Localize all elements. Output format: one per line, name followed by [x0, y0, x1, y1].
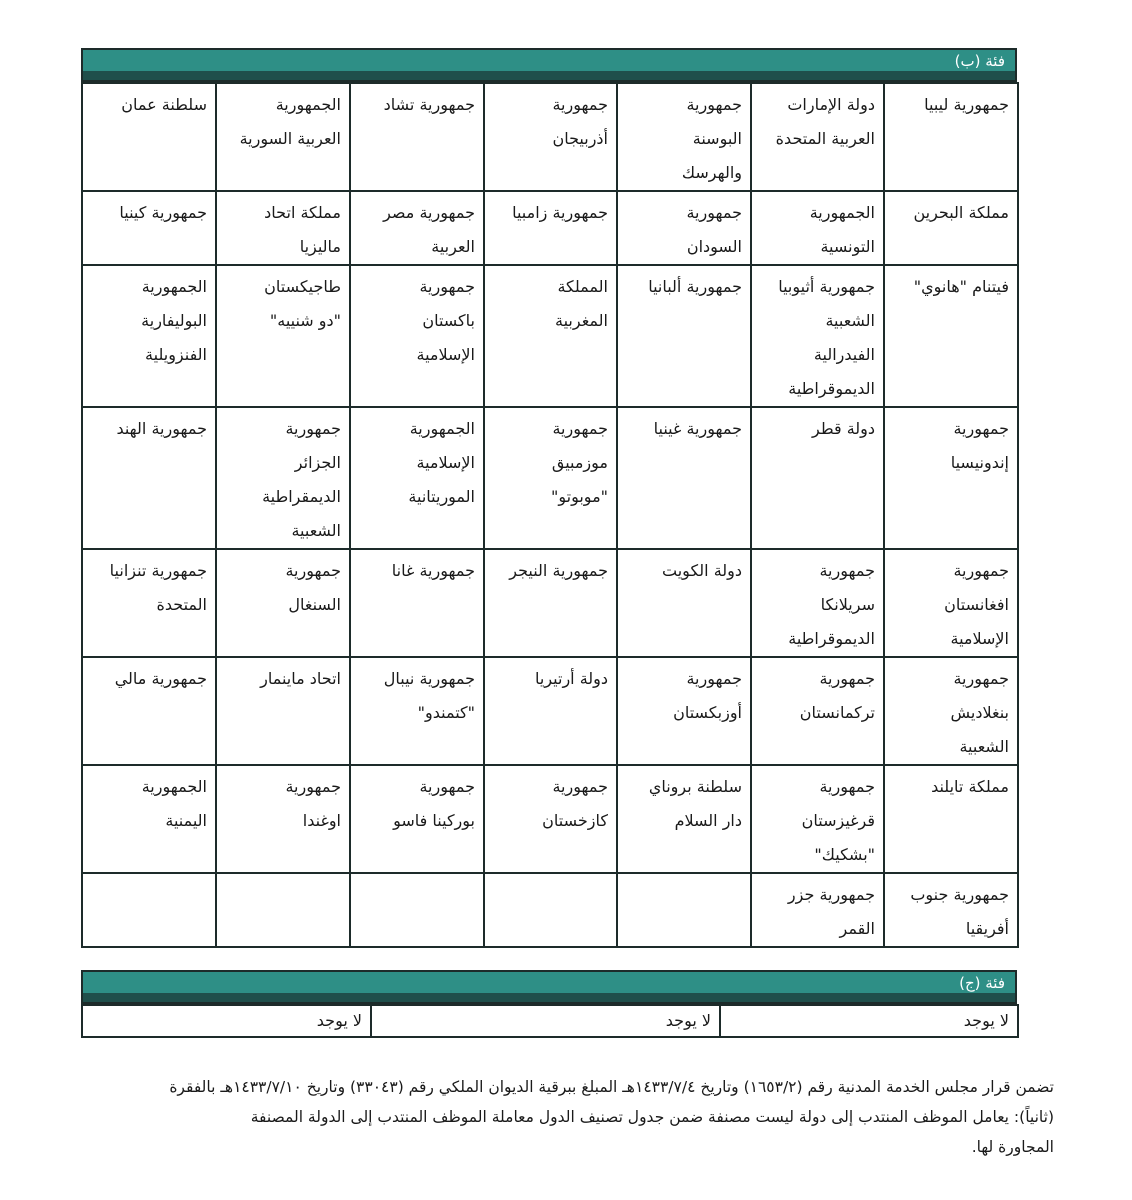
country-cell [617, 873, 751, 947]
country-name-line: مملكة اتحاد [264, 203, 341, 222]
country-name-line: جمهورية مصر [383, 203, 475, 222]
country-name-line: الإسلامية [416, 453, 475, 472]
table-row [82, 873, 1018, 947]
note-line: تضمن قرار مجلس الخدمة المدنية رقم (١٦٥٣/٢) وتاريخ ١٤٣٣/٧/٤هـ المبلغ ببرقية الديوان الملكي رقم (٣٣٠٤٣) وتاريخ ١٤٣٣/٧/١٠هـ بالفقرة [169, 1078, 1054, 1096]
country-cell [884, 265, 1018, 407]
country-cell [884, 407, 1018, 549]
country-name-line: جمهورية تشاد [383, 95, 475, 114]
country-cell [82, 657, 216, 765]
country-name-line: "موبوتو" [551, 487, 608, 506]
country-name-line: جمهورية جزر [787, 885, 875, 904]
country-name-line: "دو شنييه" [269, 311, 341, 330]
country-name-line: السودان [686, 237, 742, 256]
country-name-line: جمهورية [552, 419, 608, 438]
country-cell [617, 765, 751, 873]
country-name-line: جمهورية [419, 777, 475, 796]
country-name-line: الديموقراطية [788, 379, 875, 398]
country-name-line: مملكة البحرين [913, 203, 1009, 222]
country-name-line: جمهورية ليبيا [924, 95, 1009, 114]
country-name-line: جمهورية ألبانيا [648, 277, 742, 296]
category-c-title: فئة (ج) [959, 974, 1005, 992]
country-name-line: الموريتانية [408, 487, 475, 506]
category-c-cell [720, 1005, 1018, 1037]
category-b-table [81, 82, 1019, 948]
country-cell [484, 265, 617, 407]
country-name-line: مملكة تايلند [931, 777, 1009, 796]
category-b-title: فئة (ب) [954, 52, 1005, 70]
country-name-line: جمهورية [819, 561, 875, 580]
note-line: المجاورة لها. [971, 1138, 1054, 1156]
category-c-header [81, 970, 1017, 1004]
country-name-line: دولة أرتيريا [535, 669, 608, 688]
cell-text: لا يوجد [665, 1011, 711, 1030]
category-b-section [81, 48, 1017, 948]
country-name-line: الجمهورية [141, 277, 207, 296]
country-cell [216, 549, 350, 657]
country-cell [884, 873, 1018, 947]
country-name-line: العربية المتحدة [775, 129, 875, 148]
country-name-line: دولة الكويت [662, 561, 742, 580]
country-cell [350, 657, 484, 765]
country-name-line: المغربية [555, 311, 608, 330]
country-cell [216, 191, 350, 265]
country-cell [350, 83, 484, 191]
country-name-line: جمهورية [819, 669, 875, 688]
country-name-line: إندونيسيا [950, 453, 1009, 472]
country-name-line: "بشكيك" [814, 845, 875, 864]
country-cell [350, 765, 484, 873]
table-row [82, 191, 1018, 265]
country-cell [617, 83, 751, 191]
decision-note [78, 1072, 1054, 1162]
country-cell [617, 407, 751, 549]
country-cell [617, 657, 751, 765]
country-name-line: البوليفارية [141, 311, 207, 330]
country-cell [751, 765, 884, 873]
country-name-line: البوسنة [692, 129, 742, 148]
country-name-line: السنغال [288, 595, 341, 614]
country-name-line: جمهورية [285, 419, 341, 438]
country-name-line: جمهورية غانا [391, 561, 475, 580]
country-name-line: جمهورية جنوب [910, 885, 1009, 904]
country-name-line: الجمهورية [275, 95, 341, 114]
country-name-line: التونسية [820, 237, 875, 256]
country-cell [350, 265, 484, 407]
country-cell [350, 407, 484, 549]
country-cell [751, 83, 884, 191]
country-cell [751, 549, 884, 657]
table-row [82, 657, 1018, 765]
category-c-table [81, 1004, 1019, 1038]
country-name-line: اليمنية [165, 811, 207, 830]
country-cell [484, 873, 617, 947]
country-cell [216, 83, 350, 191]
table-row [82, 549, 1018, 657]
country-name-line: العربية [431, 237, 475, 256]
country-name-line: جمهورية [953, 561, 1009, 580]
country-name-line: العربية السورية [239, 129, 341, 148]
country-cell [216, 265, 350, 407]
country-cell [484, 657, 617, 765]
country-name-line: جمهورية [552, 95, 608, 114]
country-name-line: "كتمندو" [417, 703, 475, 722]
country-name-line: جمهورية نيبال [383, 669, 475, 688]
country-cell [82, 549, 216, 657]
country-cell [884, 83, 1018, 191]
country-cell [617, 191, 751, 265]
country-cell [82, 83, 216, 191]
cell-text: لا يوجد [963, 1011, 1009, 1030]
country-name-line: تركمانستان [799, 703, 875, 722]
country-cell [350, 549, 484, 657]
country-cell [216, 657, 350, 765]
country-cell [350, 873, 484, 947]
country-name-line: الديموقراطية [788, 629, 875, 648]
country-name-line: جمهورية كينيا [119, 203, 207, 222]
table-row [82, 407, 1018, 549]
category-b-header [81, 48, 1017, 82]
country-cell [884, 191, 1018, 265]
country-name-line: سلطنة بروناي [648, 777, 742, 796]
country-cell [82, 265, 216, 407]
country-name-line: جمهورية [285, 777, 341, 796]
country-name-line: اتحاد ماينمار [260, 669, 341, 688]
country-cell [884, 765, 1018, 873]
country-name-line: كازخستان [542, 811, 608, 830]
country-cell [884, 549, 1018, 657]
country-name-line: جمهورية [419, 277, 475, 296]
country-name-line: فيتنام "هانوي" [913, 277, 1009, 296]
country-name-line: جمهورية [819, 777, 875, 796]
country-cell [751, 657, 884, 765]
note-line: (ثانياً): يعامل الموظف المنتدب إلى دولة ليست مصنفة ضمن جدول تصنيف الدول معاملة الموظف المنتدب إلى الدولة المصنفة [250, 1108, 1054, 1126]
country-name-line: جمهورية الهند [116, 419, 207, 438]
country-name-line: جمهورية تنزانيا [109, 561, 207, 580]
country-name-line: الجمهورية [141, 777, 207, 796]
country-name-line: القمر [839, 919, 875, 938]
country-cell [484, 407, 617, 549]
country-cell [617, 265, 751, 407]
country-name-line: سلطنة عمان [121, 95, 207, 114]
country-name-line: والهرسك [681, 163, 742, 182]
country-cell [751, 407, 884, 549]
country-name-line: جمهورية زامبيا [512, 203, 608, 222]
country-name-line: أفريقيا [965, 919, 1009, 938]
country-name-line: الفنزويلية [145, 345, 207, 364]
category-c-cell [371, 1005, 720, 1037]
country-cell [484, 765, 617, 873]
country-name-line: جمهورية [953, 669, 1009, 688]
country-name-line: الجمهورية [409, 419, 475, 438]
country-name-line: سريلانكا [820, 595, 875, 614]
country-cell [751, 873, 884, 947]
country-cell [216, 765, 350, 873]
country-name-line: جمهورية [953, 419, 1009, 438]
country-name-line: طاجيكستان [264, 277, 341, 296]
country-cell [484, 549, 617, 657]
country-cell [82, 765, 216, 873]
country-name-line: المملكة [557, 277, 608, 296]
country-name-line: قرغيزستان [801, 811, 875, 830]
country-name-line: الشعبية [291, 521, 341, 540]
country-cell [751, 265, 884, 407]
category-c-cell [82, 1005, 371, 1037]
country-name-line: الجمهورية [809, 203, 875, 222]
country-cell [350, 191, 484, 265]
country-name-line: بنغلاديش [950, 703, 1009, 722]
country-name-line: المتحدة [156, 595, 207, 614]
country-name-line: جمهورية [552, 777, 608, 796]
country-name-line: باكستان [422, 311, 475, 330]
country-cell [484, 83, 617, 191]
country-name-line: افغانستان [944, 595, 1009, 614]
country-name-line: أوزبكستان [673, 703, 742, 722]
table-row [82, 1005, 1018, 1037]
country-cell [82, 407, 216, 549]
country-name-line: الفيدرالية [813, 345, 875, 364]
country-cell [751, 191, 884, 265]
country-name-line: الجزائر [294, 453, 341, 472]
category-c-section [81, 970, 1017, 1038]
country-name-line: الشعبية [959, 737, 1009, 756]
country-cell [884, 657, 1018, 765]
country-name-line: دولة الإمارات [787, 95, 875, 114]
country-name-line: أذربيجان [552, 129, 608, 148]
country-cell [82, 191, 216, 265]
country-name-line: الإسلامية [950, 629, 1009, 648]
table-row [82, 83, 1018, 191]
country-name-line: جمهورية أثيوبيا [778, 277, 875, 296]
country-name-line: الإسلامية [416, 345, 475, 364]
country-cell [82, 873, 216, 947]
country-name-line: دار السلام [674, 811, 742, 830]
country-name-line: جمهورية [686, 95, 742, 114]
country-name-line: جمهورية [285, 561, 341, 580]
country-name-line: جمهورية غينيا [653, 419, 742, 438]
country-name-line: جمهورية مالي [114, 669, 207, 688]
country-cell [216, 873, 350, 947]
country-name-line: بوركينا فاسو [393, 811, 475, 830]
country-name-line: جمهورية [686, 669, 742, 688]
table-row [82, 765, 1018, 873]
country-name-line: ماليزيا [299, 237, 341, 256]
country-name-line: جمهورية النيجر [509, 561, 608, 580]
country-name-line: جمهورية [686, 203, 742, 222]
table-row [82, 265, 1018, 407]
country-name-line: اوغندا [302, 811, 341, 830]
country-name-line: الديمقراطية [262, 487, 341, 506]
country-name-line: الشعبية [825, 311, 875, 330]
country-cell [484, 191, 617, 265]
country-name-line: دولة قطر [812, 419, 875, 438]
country-cell [216, 407, 350, 549]
cell-text: لا يوجد [316, 1011, 362, 1030]
country-name-line: موزمبيق [551, 453, 608, 472]
country-cell [617, 549, 751, 657]
